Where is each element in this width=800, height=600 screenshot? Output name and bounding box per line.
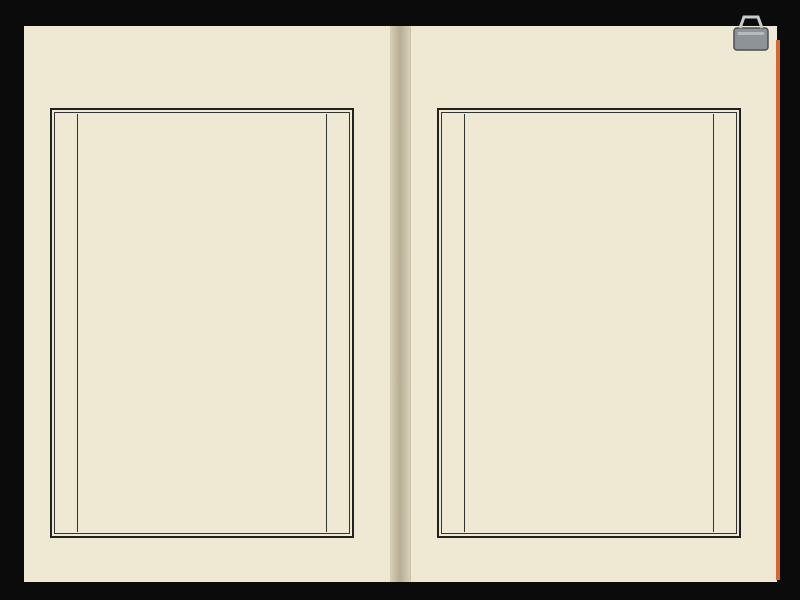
right-body-text	[469, 114, 709, 532]
right-page	[410, 26, 777, 582]
binder-clip-icon	[728, 14, 774, 54]
book-gutter	[390, 26, 410, 582]
left-running-head	[326, 114, 348, 532]
left-page	[24, 26, 391, 582]
left-text-frame	[50, 108, 354, 538]
left-body-text	[82, 114, 322, 532]
right-running-head	[713, 114, 735, 532]
left-folio	[56, 114, 78, 532]
right-folio	[443, 114, 465, 532]
open-book	[24, 26, 776, 582]
right-text-frame	[437, 108, 741, 538]
page-edge-orange	[776, 40, 780, 580]
